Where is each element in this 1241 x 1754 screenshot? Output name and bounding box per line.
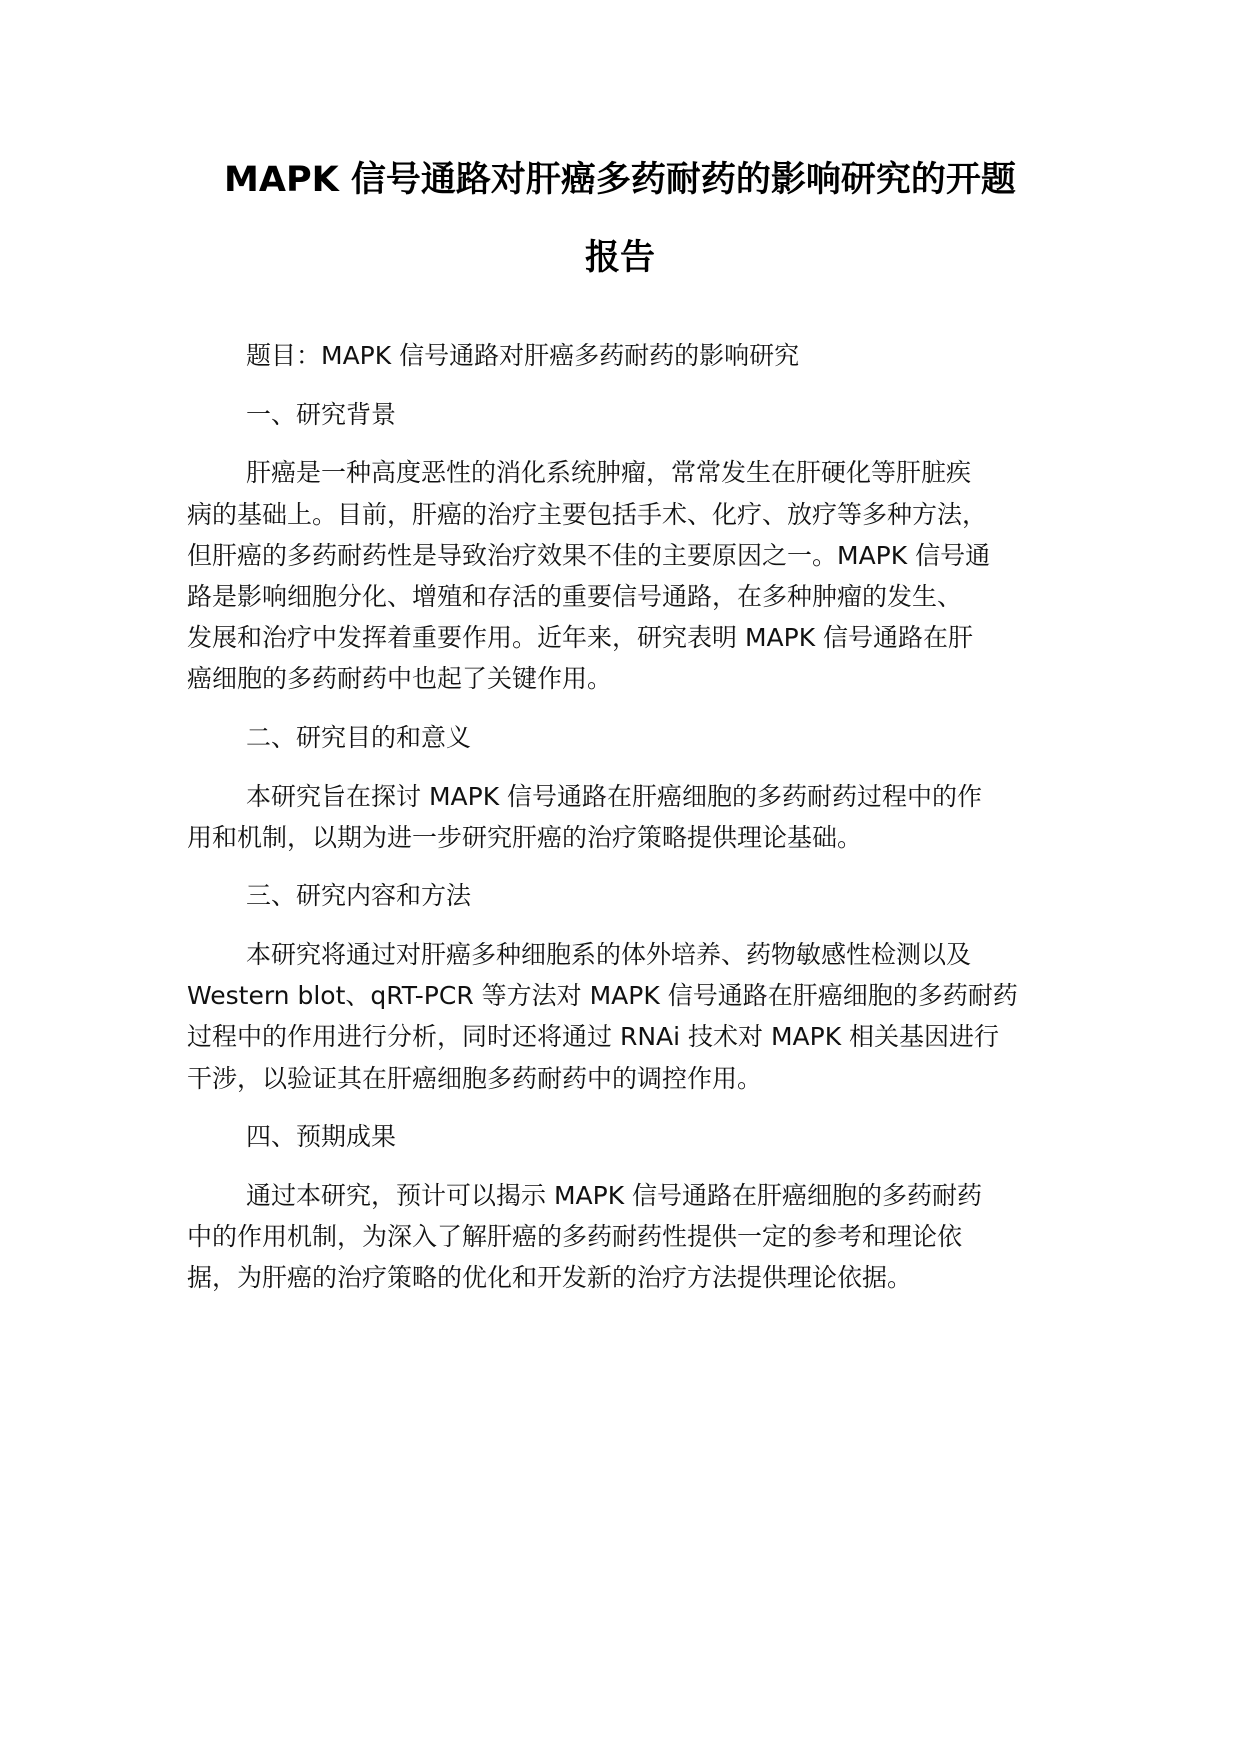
section-3-line-3: 过程中的作用进行分析，同时还将通过 RNAi 技术对 MAPK 相关基因进行: [187, 1022, 1000, 1051]
section-1-line-4: 路是影响细胞分化、增殖和存活的重要信号通路，在多种肿瘤的发生、: [187, 582, 963, 611]
section-1-line-5: 发展和治疗中发挥着重要作用。近年来，研究表明 MAPK 信号通路在肝: [187, 623, 974, 652]
document-title-line-2: 报告: [584, 238, 655, 278]
section-heading-background: 一、研究背景: [246, 400, 397, 429]
section-1-line-2: 病的基础上。目前，肝癌的治疗主要包括手术、化疗、放疗等多种方法，: [187, 500, 988, 529]
document-title-line-1: MAPK 信号通路对肝癌多药耐药的影响研究的开题: [224, 160, 1016, 200]
section-1-line-1: 肝癌是一种高度恶性的消化系统肿瘤，常常发生在肝硬化等肝脏疾: [246, 458, 972, 487]
section-3-line-2: Western blot、qRT-PCR 等方法对 MAPK 信号通路在肝癌细胞的多药耐药: [187, 981, 1018, 1010]
section-1-line-6: 癌细胞的多药耐药中也起了关键作用。: [187, 664, 613, 693]
section-heading-outcomes: 四、预期成果: [246, 1122, 397, 1151]
section-4-line-1: 通过本研究，预计可以揭示 MAPK 信号通路在肝癌细胞的多药耐药: [246, 1181, 983, 1210]
section-heading-purpose: 二、研究目的和意义: [246, 723, 472, 752]
section-2-line-2: 用和机制，以期为进一步研究肝癌的治疗策略提供理论基础。: [187, 823, 863, 852]
section-4-line-2: 中的作用机制，为深入了解肝癌的多药耐药性提供一定的参考和理论依: [187, 1222, 963, 1251]
section-3-line-4: 干涉，以验证其在肝癌细胞多药耐药中的调控作用。: [187, 1064, 763, 1093]
section-2-line-1: 本研究旨在探讨 MAPK 信号通路在肝癌细胞的多药耐药过程中的作: [246, 782, 983, 811]
section-1-line-3: 但肝癌的多药耐药性是导致治疗效果不佳的主要原因之一。MAPK 信号通: [187, 541, 991, 570]
section-heading-methods: 三、研究内容和方法: [246, 881, 472, 910]
subject-line: 题目：MAPK 信号通路对肝癌多药耐药的影响研究: [246, 341, 800, 370]
section-4-line-3: 据，为肝癌的治疗策略的优化和开发新的治疗方法提供理论依据。: [187, 1263, 913, 1292]
section-3-line-1: 本研究将通过对肝癌多种细胞系的体外培养、药物敏感性检测以及: [246, 940, 972, 969]
